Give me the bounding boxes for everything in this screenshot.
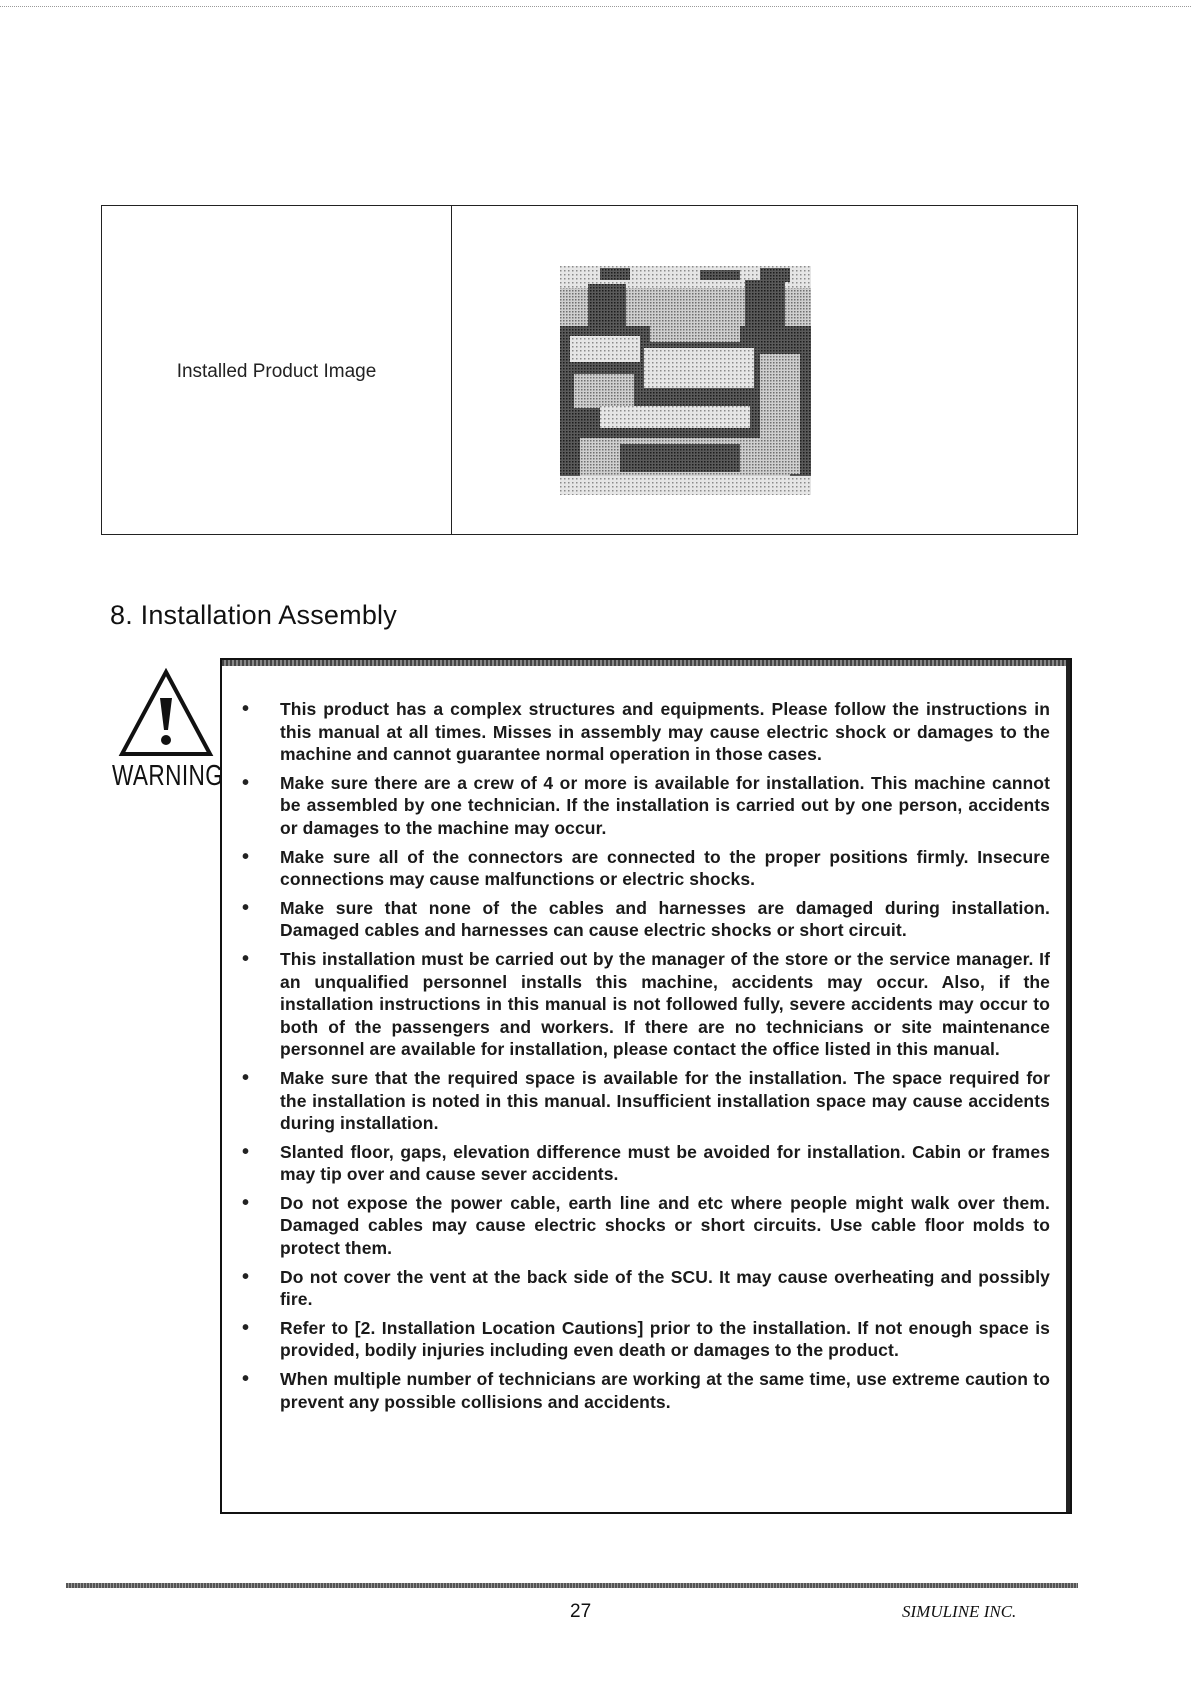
warning-label: WARNING (112, 760, 224, 792)
installed-product-table (101, 205, 1078, 535)
company-name: SIMULINE INC. (902, 1602, 1017, 1621)
top-dotted-rule (0, 6, 1191, 7)
product-image-cell (452, 206, 1077, 534)
warning-item: • Refer to [2. Installation Location Cautions] prior to the installation. If not enough space is provided, bodily injuries including even death or damages to the product. (242, 1317, 1050, 1362)
warning-item: • Do not cover the vent at the back side of the SCU. It may cause overheating and possibly fire. (242, 1266, 1050, 1311)
warning-list (242, 698, 1050, 1419)
warning-item: • Make sure that the required space is available for the installation. The space required for the installation is noted in this manual. Insufficient installation space may cause accidents during installation. (242, 1067, 1050, 1135)
installed-product-label: Installed Product Image (176, 361, 377, 382)
warning-item: • Make sure all of the connectors are connected to the proper positions firmly. Insecure connections may cause malfunctions or electric shocks. (242, 846, 1050, 891)
page-number: 27 (570, 1601, 592, 1622)
warning-box (220, 658, 1072, 1514)
warning-item: • Do not expose the power cable, earth line and etc where people might walk over them. Damaged cables may cause electric shocks or short circuits. Use cable floor molds to protect them. (242, 1192, 1050, 1260)
warning-item: • Make sure that none of the cables and harnesses are damaged during installation. Damaged cables and harnesses can cause electric shocks or short circuit. (242, 897, 1050, 942)
warning-item: • This product has a complex structures and equipments. Please follow the instructions in this manual at all times. Misses in assembly may cause electric shock or damages to the machine and cannot guarantee normal operation in those cases. (242, 698, 1050, 766)
warning-item: • When multiple number of technicians are working at the same time, use extreme caution to prevent any possible collisions and accidents. (242, 1368, 1050, 1413)
installed-product-photo (560, 266, 811, 495)
product-label-cell (102, 206, 452, 534)
section-title: 8. Installation Assembly (110, 600, 397, 630)
warning-item: • Make sure there are a crew of 4 or more is available for installation. This machine cannot be assembled by one technician. If the installation is carried out by one person, accidents or damages to the machine may occur. (242, 772, 1050, 840)
warning-item: • Slanted floor, gaps, elevation difference must be avoided for installation. Cabin or frames may tip over and cause sever accidents. (242, 1141, 1050, 1186)
footer-rule (66, 1583, 1078, 1588)
warning-triangle-icon (118, 668, 214, 758)
warning-item: • This installation must be carried out by the manager of the store or the service manager. If an unqualified personnel installs this machine, accidents may occur. Also, if the installation instructions in this manual is not followed fully, severe accidents may occur to both of the passengers and workers. If there are no technicians or site maintenance personnel are available for installation, please contact the office listed in this manual. (242, 948, 1050, 1061)
